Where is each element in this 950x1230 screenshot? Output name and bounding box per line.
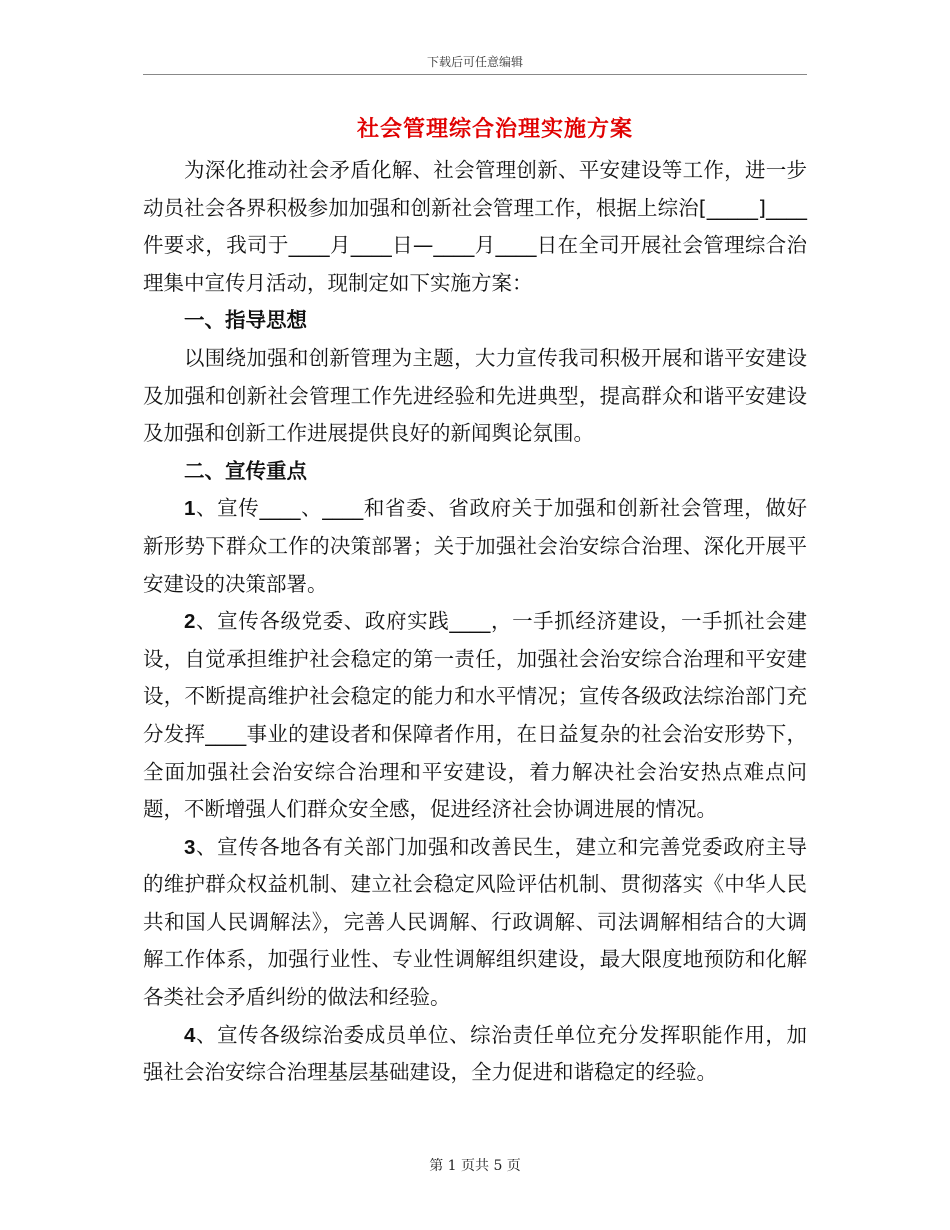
publicity-item — [143, 603, 807, 829]
page-number-footer: 第 1 页共 5 页 — [429, 1158, 521, 1174]
item-text: 、宣传各级综治委成员单位、综治责任单位充分发挥职能作用，加强社会治安综合治理基层基础建设，全力促进和谐稳定的经验。 — [143, 1022, 807, 1085]
document-body — [143, 152, 807, 1092]
section-heading-guiding-ideology: 一、指导思想 — [184, 308, 307, 333]
document-title: 社会管理综合治理实施方案 — [356, 116, 633, 142]
section-heading-publicity-focus: 二、宣传重点 — [184, 458, 307, 483]
item-number: 2 — [184, 610, 196, 634]
page-header-note: 下载后可任意编辑 — [426, 55, 523, 69]
item-number: 4 — [184, 1023, 196, 1047]
item-number: 3 — [184, 835, 196, 859]
guiding-ideology-paragraph: 以围绕加强和创新管理为主题，大力宣传我司积极开展和谐平安建设及加强和创新社会管理工作先进经验和先进典型，提高群众和谐平安建设及加强和创新工作进展提供良好的新闻舆论氛围。 — [143, 345, 807, 446]
item-text: 、宣传各级党委、政府实践____，一手抓经济建设，一手抓社会建设，自觉承担维护社会稳定的第一责任，加强社会治安综合治理和平安建设，不断提高维护社会稳定的能力和水平情况；宣传各级政法综治部门充分发挥____事业的建设者和保障者作用，在日益复杂的社会治安形势下，全面加强社会治安综合治理和平安建设，着力解决社会治安热点难点问题，不断增强人们群众安全感，促进经济社会协调进展的情况。 — [143, 609, 807, 822]
item-number: 1 — [184, 497, 196, 521]
item-text: 、宣传____、____和省委、省政府关于加强和创新社会管理，做好新形势下群众工作的决策部署；关于加强社会治安综合治理、深化开展平安建设的决策部署。 — [143, 496, 807, 596]
intro-paragraph: 为深化推动社会矛盾化解、社会管理创新、平安建设等工作，进一步动员社会各界积极参加加强和创新社会管理工作，根据上综治[_____]____件要求，我司于____月____日—____月____日在全司开展社会管理综合治理集中宣传月活动，现制定如下实施方案： — [143, 158, 807, 295]
publicity-item — [143, 829, 807, 1017]
publicity-item — [143, 1017, 807, 1092]
item-text: 、宣传各地各有关部门加强和改善民生，建立和完善党委政府主导的维护群众权益机制、建立社会稳定风险评估机制、贯彻落实《中华人民共和国人民调解法》，完善人民调解、行政调解、司法调解相结合的大调解工作体系，加强行业性、专业性调解组织建设，最大限度地预防和化解各类社会矛盾纠纷的做法和经验。 — [143, 834, 807, 1010]
header-divider — [143, 74, 807, 75]
publicity-item — [143, 490, 807, 603]
